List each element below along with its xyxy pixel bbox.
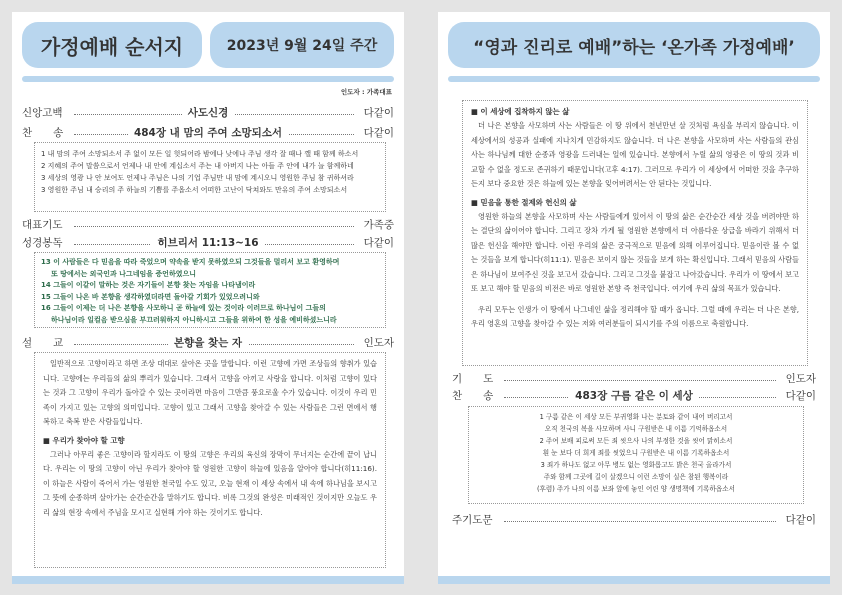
hymn-line: 3 영원한 주님 내 승리의 주 하늘의 기쁨를 주옵소서 어떠한 고난이 닥쳐와도 만유의 주여 소망되소서	[41, 186, 348, 194]
sermon-body: 그러나 아무리 좋은 고향이라 할지라도 이 땅의 고향은 우리의 육신의 장막이 무너지는 순간에 끝이 납니다. 우리는 이 땅의 고향이 아닌 우리가 찾아야 할 영원한 고향이 하늘에 있음을 알아야 합니다(히11:16). 이 하늘은 사람이 죽어서 가는 영원한 천국일 수도 있고, 오늘 현재 이 세상 속에서 내 속에 하나님을 보시고 그 뜻에 순종하며 살아가는 순간순간을 말하기도 합니다. 비록 그것의 완성은 미래적인 것이지만 오늘도 우리 삶의 현장 속에서 주님을 모시고 실현해 가야 하는 것이기도 합니다.	[43, 449, 377, 517]
order-label: 찬 송	[22, 127, 64, 139]
hymn-line: 2 주여 보배 피로써 모든 죄 씻으사 나의 부정한 것을 씻어 맑히소서	[539, 437, 733, 445]
order-closing-prayer	[452, 372, 816, 386]
hymn-line: 주와 함께 그곳에 길이 살겠으니 이런 소망이 실은 참된 행복이라	[543, 473, 729, 481]
closing-hymn-box	[468, 406, 804, 504]
verse: 15 그들이 나온 바 본향을 생각하였더라면 돌아갈 기회가 있었으려니와	[41, 292, 260, 301]
order-item: 히브리서 11:13~16	[22, 236, 394, 250]
leader-dots	[504, 521, 776, 522]
order-item: 484장 내 맘의 주여 소망되소서	[22, 126, 394, 140]
sermon-heading: ■ 우리가 찾아야 할 고향	[43, 435, 125, 445]
order-label: 설 교	[22, 337, 64, 349]
scripture-box	[34, 252, 386, 328]
right-page	[438, 12, 830, 584]
hymn-line: 2 지혜의 주여 말씀으로서 언제나 내 안에 계십소서 주는 내 아버지 나는 아들 주 안에 내가 늘 함께하네	[41, 162, 354, 170]
left-page	[12, 12, 404, 584]
section-heading: ■ 이 세상에 집착하지 않는 삶	[471, 107, 570, 116]
order-item: 483장 구름 같은 이 세상	[452, 389, 816, 403]
order-label: 대표기도	[22, 219, 63, 231]
closing-text: 우리 모두는 인생가 이 땅에서 나그네인 삶을 정리해야 할 때가 옵니다. 그럴 때에 우리는 더 나은 본향, 우리 영혼의 고향을 찾아갈 수 있는 저와 여러분들이 되시기를 주의 이름으로 축원합니다.	[471, 304, 799, 328]
hymn-lyrics-box	[34, 142, 386, 212]
hymn-line: 1 구름 같은 이 세상 모든 부귀영화 나는 분토와 같이 내어 버리고서	[539, 413, 733, 421]
order-who: 인도자	[363, 337, 394, 349]
order-scripture	[22, 236, 394, 250]
order-prayer	[22, 218, 394, 232]
hymn-line: 흰 눈 보다 더 희게 죄를 씻었으니 구원받은 내 이름 기록하옵소서	[542, 449, 730, 457]
order-lords-prayer	[452, 513, 816, 527]
hymn-line: (후렴) 주가 나의 이름 보좌 앞에 놓인 어린 양 생명책에 기록하옵소서	[536, 485, 736, 493]
worship-date: 2023년 9월 24일 주간	[210, 22, 394, 68]
sermon-intro: 일반적으로 고향이라고 하면 조상 대대로 살아온 곳을 말합니다. 이런 고향에 가면 조상들의 향취가 있습니다. 고향에는 우리들의 삶의 뿌리가 있습니다. 그래서 고향을 아끼고 사랑을 합니다. 이처럼 고향이 있다는 것과 그 고향이 우리가 돌아갈 수 있는 곳이라면 마음이 그만큼 풍요로울 수가 있습니다. 이것이 우리 민족이 가지고 있는 고향의 의미입니다. 고향이 있고 그래서 고향을 찾아갈 수 있는 사람들은 그런 면에서 행복하고 축복 받은 사람들입니다.	[43, 359, 377, 426]
order-who: 다같이	[785, 514, 816, 526]
order-who: 인도자	[785, 373, 816, 385]
footer-bar	[438, 576, 830, 584]
order-who: 다같이	[363, 127, 394, 139]
verse-cont: 또 땅에서는 외국인과 나그네임을 증언하였으니	[51, 269, 196, 278]
hymn-line: 3 세상의 영광 나 안 보여도 언제나 주님은 나의 기업 주님만 내 맘에 계시오니 영원한 주님 참 귀하셔라	[41, 174, 354, 182]
order-closing-hymn	[452, 389, 816, 403]
page-title: 가정예배 순서지	[22, 22, 202, 68]
order-who: 다같이	[363, 237, 394, 249]
header-rule	[448, 76, 820, 82]
section-body: 더 나은 본향을 사모하며 사는 사람들은 이 땅 위에서 천년만년 살 것처럼 욕심을 부리지 않습니다. 이 세상에서의 성공과 실패에 지나치게 민감하지도 않습니다. 더 나은 본향을 사모하며 사는 사람들의 관심사는 하나님께 대한 순종과 영광을 드러내는 일에 있습니다. 본향에서 누릴 삶의 영광은 이 땅의 것과 비교할 수 없을 정도로 존귀하기 때문입니다(고후 4:17). 그러므로 우리가 이 세상에서 어떠한 것을 추구하든지 보다 중요한 것은 하늘에 있는 본향을 잊어버려서는 안 된다는 것입니다.	[471, 121, 799, 188]
order-label: 찬 송	[452, 390, 494, 402]
order-sermon	[22, 336, 394, 350]
verse-cont: 하나님이라 일컬음 받으심을 부끄러워하지 아니하시고 그들을 위하여 한 성을 예비하셨느니라	[51, 315, 337, 324]
page-title: “영과 진리로 예배”하는 ‘온가족 가정예배’	[448, 22, 820, 68]
verse: 14 그들이 이같이 말하는 것은 자기들이 본향 찾는 자임을 나타냄이라	[41, 281, 256, 289]
leader-dots	[74, 226, 354, 227]
order-hymn	[22, 126, 394, 140]
footer-bar	[12, 576, 404, 584]
header-rule	[22, 76, 394, 82]
section-body: 영원한 하늘의 본향을 사모하며 사는 사람들에게 있어서 이 땅의 삶은 순간순간 세상 것을 버려야만 하는 결단의 삶이어야 합니다. 그리고 장차 가게 될 영원한 본향에서 더 아름다운 상급을 바라기 위해서 더 많은 헌신을 해야만 합니다. 이런 우리의 삶은 궁극적으로 믿음에 의해 이루어집니다. 믿음이란 볼 수 없는 것들을 보게 합니다(히11:1). 믿음은 보이지 않는 것들을 보게 하는 확신입니다. 그래서 믿음의 사람들은 하나님이 보여주신 것을 보고서 갔습니다. 그리고 그것을 붙잡고 나아갔습니다. 우리가 이 땅에서 보고 또 보고 해야 할 믿음의 비전은 바로 영원한 본향 즉 천국입니다. 여기에 우리 삶의 목표가 있습니다.	[471, 211, 799, 293]
sermon-box	[34, 352, 386, 568]
leader-note: 인도자 : 가족대표	[340, 88, 392, 96]
verse: 16 그들이 이제는 더 나은 본향을 사모하니 곧 하늘에 있는 것이라 이러므로 하나님이 그들의	[41, 304, 326, 312]
order-label: 신앙고백	[22, 107, 63, 119]
section-heading: ■ 믿음을 통한 절제와 헌신의 삶	[471, 197, 577, 207]
order-item: 본향을 찾는 자	[22, 336, 394, 350]
hymn-line: 1 내 맘의 주여 소망되소서 주 없이 모든 일 헛되어라 밤에나 낮에나 주님 생각 잘 때나 깰 때 함께 하소서	[41, 150, 359, 158]
order-label: 주기도문	[452, 514, 493, 526]
verse: 13 이 사람들은 다 믿음을 따라 죽었으며 약속을 받지 못하였으되 그것들을 멀리서 보고 환영하며	[41, 258, 340, 266]
order-who: 가족중	[363, 219, 394, 231]
leader-dots	[504, 380, 776, 381]
order-label: 기 도	[452, 373, 494, 385]
order-item: 사도신경	[22, 106, 394, 120]
order-confession	[22, 106, 394, 120]
order-label: 성경봉독	[22, 237, 63, 249]
order-who: 다같이	[363, 107, 394, 119]
order-who: 다같이	[785, 390, 816, 402]
hymn-line: 3 죄가 하나도 없고 아무 병도 없는 영화롭고도 밝은 천국 올라가서	[540, 461, 732, 469]
sermon-cont-box	[462, 100, 808, 366]
hymn-line: 오직 천국의 복을 사모하며 사니 구원받은 내 이름 기억하옵소서	[544, 425, 728, 433]
